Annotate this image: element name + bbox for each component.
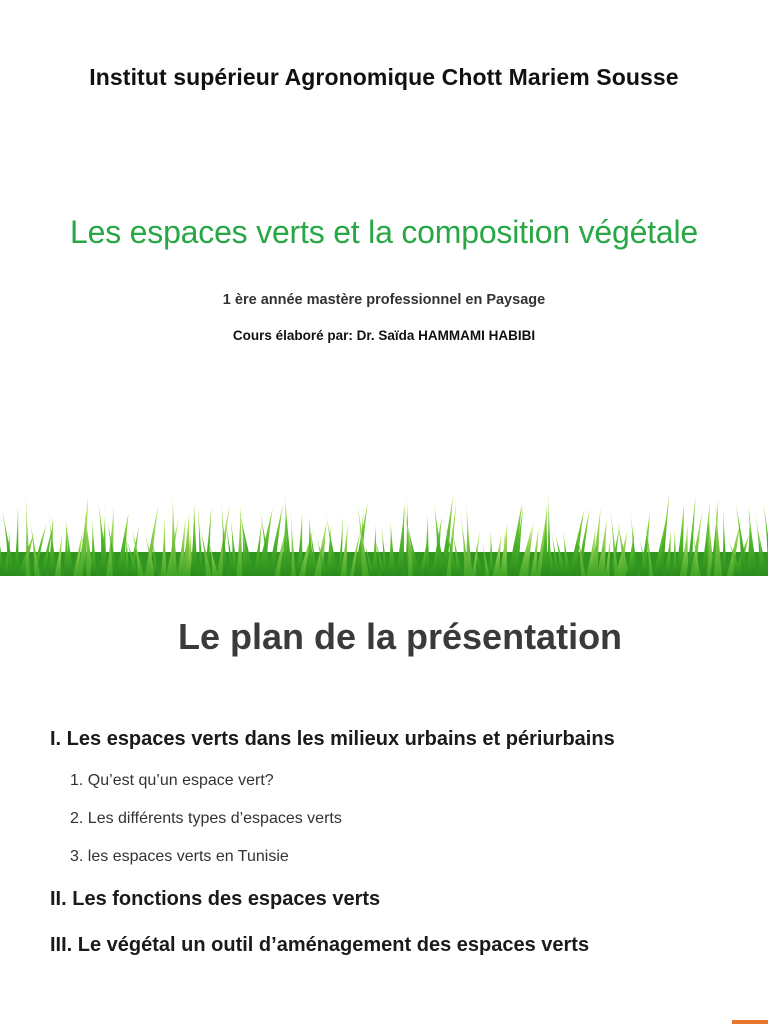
outline-subitem-1: 1. Qu’est qu’un espace vert? <box>70 772 274 789</box>
grass-blade <box>388 522 396 576</box>
outline-title: Le plan de la présentation <box>177 616 623 657</box>
program-subtitle: 1 ère année mastère professionnel en Paysage <box>222 292 546 308</box>
accent-bar <box>732 1020 768 1024</box>
outline-slide <box>0 586 768 1024</box>
grass-decoration <box>0 492 768 576</box>
slide-divider <box>0 576 768 586</box>
outline-section-2: II. Les fonctions des espaces verts <box>50 888 381 910</box>
presentation-title: Les espaces verts et la composition végétale <box>70 214 698 250</box>
outline-section-3: III. Le végétal un outil d’aménagement des espaces verts <box>50 934 590 956</box>
outline-section-1: I. Les espaces verts dans les milieux urbains et périurbains <box>50 728 615 750</box>
grass-blade <box>465 504 472 576</box>
institution-name: Institut supérieur Agronomique Chott Mariem Sousse <box>89 64 679 90</box>
outline-subitem-3: 3. les espaces verts en Tunisie <box>70 848 289 865</box>
grass-blade <box>170 496 177 576</box>
grass-blade <box>90 520 97 576</box>
outline-subitem-2: 2. Les différents types d’espaces verts <box>70 810 342 827</box>
course-author: Cours élaboré par: Dr. Saïda HAMMAMI HABIBI <box>232 328 536 343</box>
grass-blade <box>190 503 198 576</box>
grass-blade <box>722 509 727 576</box>
